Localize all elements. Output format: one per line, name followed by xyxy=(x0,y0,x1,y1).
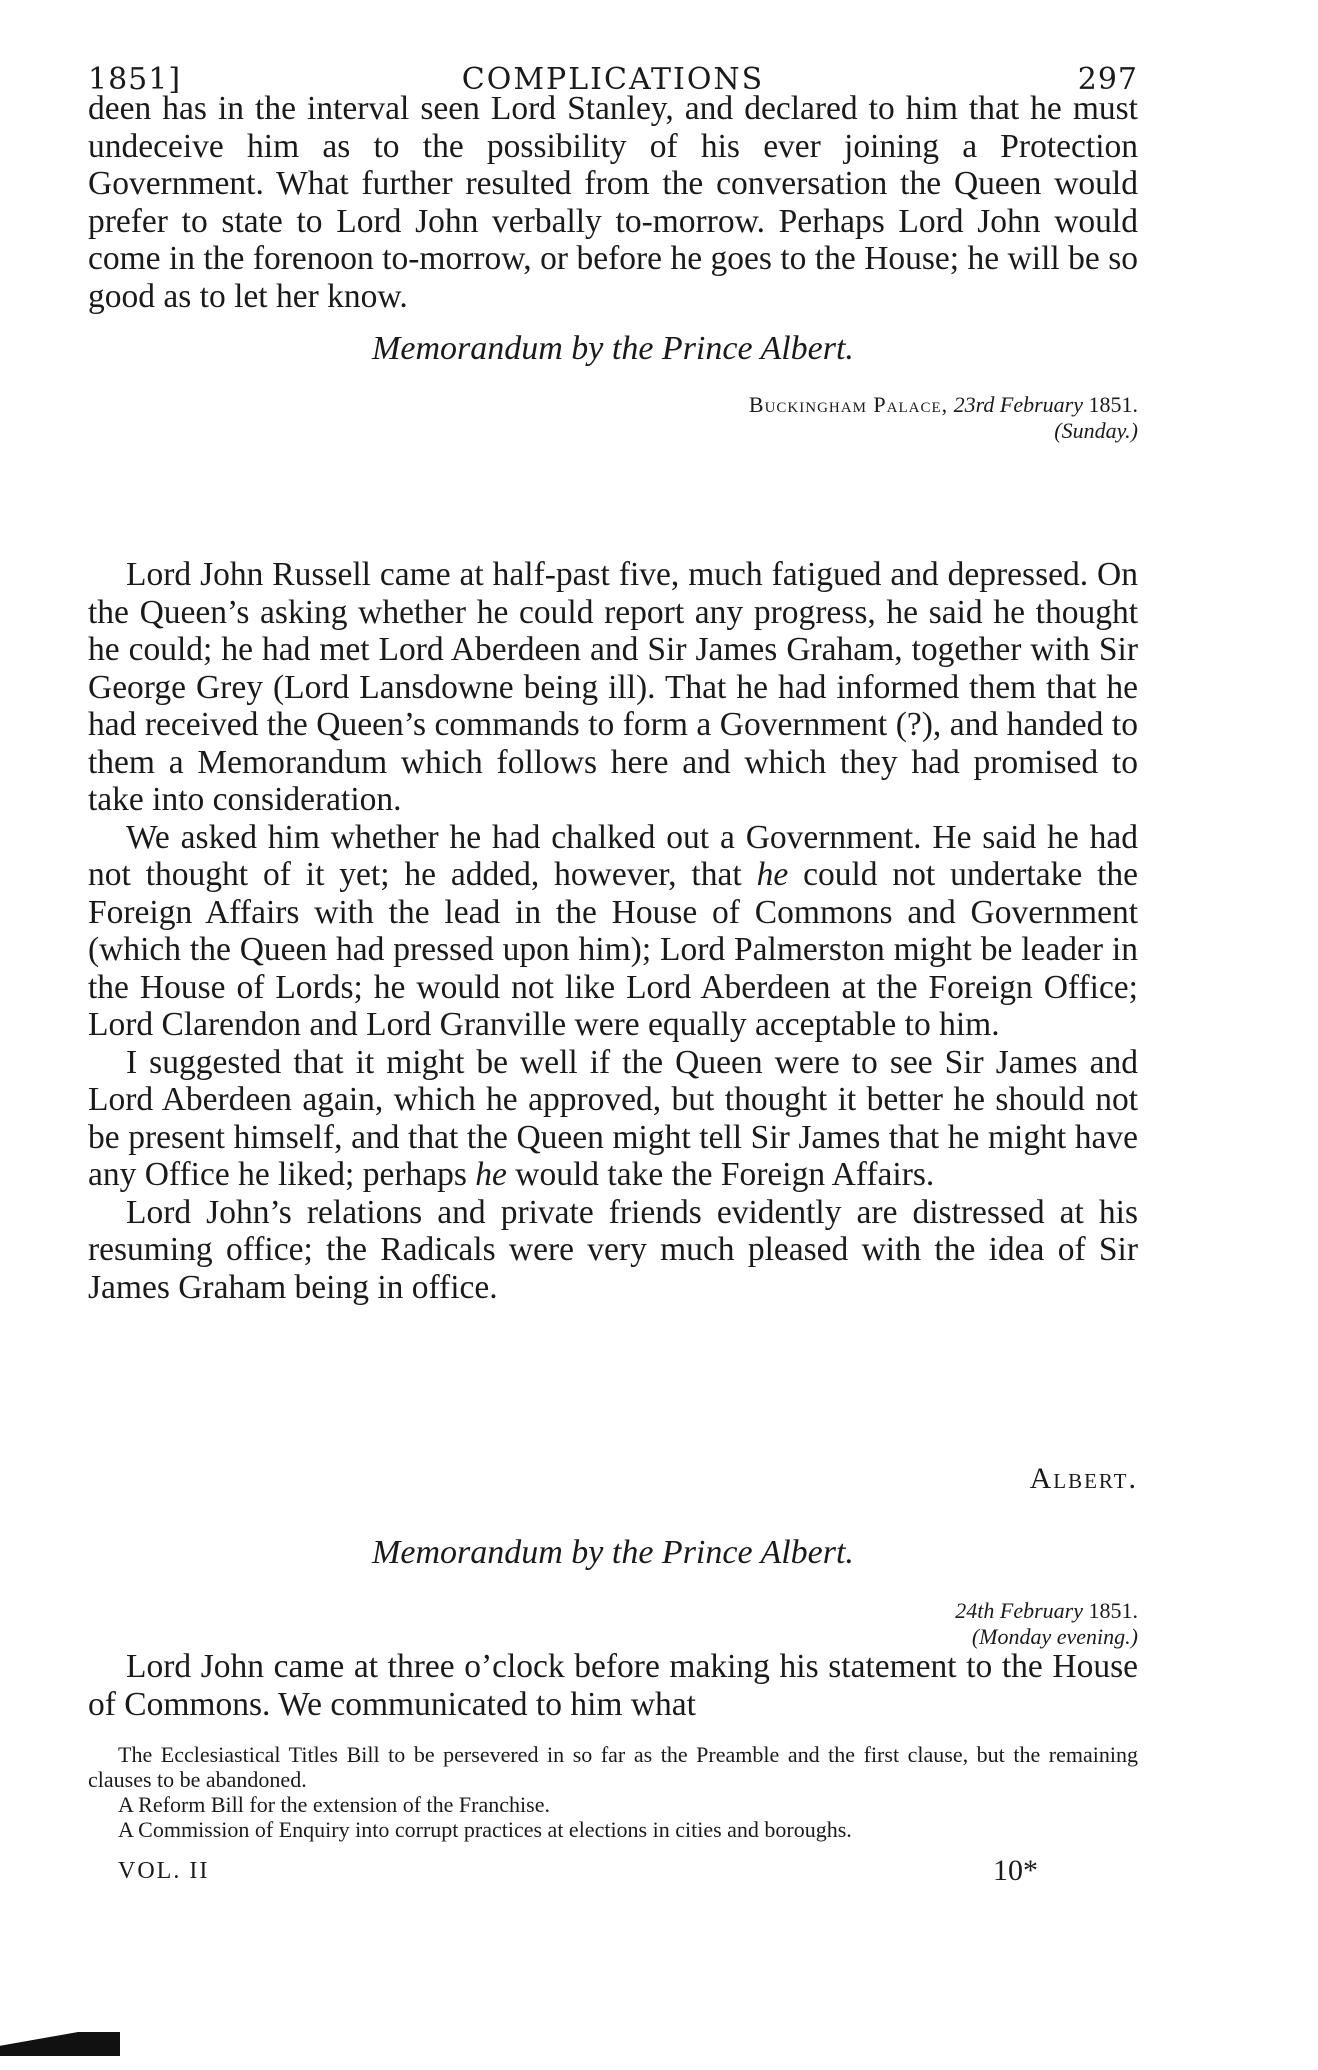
memo1-body xyxy=(88,556,1138,1306)
memo2-paragraph: Lord John came at three o’clock before making his statement to the House of Commons. We communicated to him what xyxy=(88,1648,1138,1723)
memo1-paragraph-1: Lord John Russell came at half-past five, much fatigued and depressed. On the Queen’s asking whether he could report any progress, he said he thought he could; he had met Lord Aberdeen and Sir James Graham, together with Sir George Grey (Lord Lansdowne being ill). That he had informed them that he had received the Queen’s commands to form a Government (?), and handed to them a Memorandum which follows here and which they had promised to take into consideration. xyxy=(88,556,1138,818)
memo1-heading: Memorandum by the Prince Albert. xyxy=(372,330,854,367)
continuation-text: deen has in the interval seen Lord Stanley, and declared to him that he must undeceive him as to the possibility of his ever joining a Protection Government. What further resulted from the conversation the Queen would prefer to state to Lord John verbally to-morrow. Perhaps Lord John would come in the forenoon to-morrow, or before he goes to the House; he will be so good as to let her know. xyxy=(88,90,1138,315)
memo1-weekday: (Sunday.) xyxy=(1054,418,1138,443)
memo2-weekday: (Monday evening.) xyxy=(971,1624,1138,1649)
header-title: COMPLICATIONS xyxy=(461,62,765,97)
header-year: 1851] xyxy=(88,62,182,97)
memo1-date xyxy=(749,392,1138,418)
memo2-dateline xyxy=(955,1598,1138,1650)
memo2-date xyxy=(955,1598,1138,1624)
page-number: 297 xyxy=(1077,62,1138,97)
continuation-paragraph xyxy=(88,90,1138,315)
memo2-body xyxy=(88,1648,1138,1723)
memo2-year: 1851. xyxy=(1088,1598,1138,1623)
memo1-signature: Albert. xyxy=(1029,1462,1138,1495)
memo1-paragraph-2: We asked him whether he had chalked out a Government. He said he had not thought of it yet; he added, however, that he could not undertake the Foreign Affairs with the lead in the House of Commons and Government (which the Queen had pressed upon him); Lord Palmerston might be leader in the House of Lords; he would not like Lord Aberdeen at the Foreign Office; Lord Clarendon and Lord Granville were equally acceptable to him. xyxy=(88,818,1139,1043)
volume-label: VOL. II xyxy=(118,1858,210,1884)
footnote-3: A Commission of Enquiry into corrupt practices at elections in cities and boroughs. xyxy=(118,1817,852,1842)
signature-mark: 10* xyxy=(993,1854,1038,1887)
memo1-date-italic: 23rd February xyxy=(953,392,1083,417)
footnote-2: A Reform Bill for the extension of the Franchise. xyxy=(118,1792,550,1817)
memo1-place: Buckingham Palace, xyxy=(748,392,949,417)
scan-edge-mark xyxy=(0,2032,120,2056)
memo2-date-italic: 24th February xyxy=(955,1598,1083,1623)
memo1-paragraph-3: I suggested that it might be well if the Queen were to see Sir James and Lord Aberdeen again, which he approved, but thought it better he should not be present himself, and that the Queen might tell Sir James that he might have any Office he liked; perhaps he would take the Foreign Affairs. xyxy=(88,1043,1138,1193)
memo2-heading: Memorandum by the Prince Albert. xyxy=(372,1534,854,1571)
memo1-paragraph-4: Lord John’s relations and private friends evidently are distressed at his resuming office; the Radicals were very much pleased with the idea of Sir James Graham being in office. xyxy=(88,1193,1138,1306)
memo1-dateline xyxy=(749,392,1138,444)
footnote-1: The Ecclesiastical Titles Bill to be persevered in so far as the Preamble and the first clause, but the remaining clauses to be abandoned. xyxy=(88,1742,1138,1792)
memo1-year: 1851. xyxy=(1088,392,1138,417)
footnotes xyxy=(88,1742,1138,1842)
